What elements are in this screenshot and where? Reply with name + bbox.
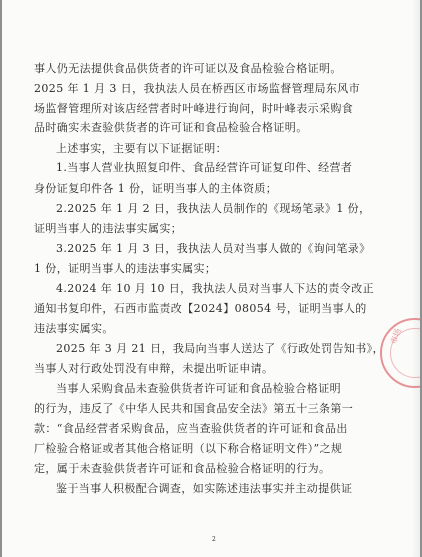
text-line-2: 2025 年 1 月 3 日，我执法人员在桥西区市场监督管理局东风市 <box>34 82 361 95</box>
page-number: 2 <box>212 536 216 543</box>
text-line-10: 3.2025 年 1 月 3 日，我执法人员对当事人做的《询问笔录》 <box>56 242 371 255</box>
text-line-5: 上述事实，主要有以下证据证明： <box>56 142 227 155</box>
text-line-9: 证明当事人的违法事实属实； <box>34 222 183 235</box>
text-line-19: 款：“食品经营者采购食品，应当查验供货者的许可证和食品出 <box>34 422 348 435</box>
text-line-20: 厂检验合格证或者其他合格证明（以下称合格证明文件）”之规 <box>34 442 343 455</box>
text-line-18: 的行为，违反了《中华人民共和国食品安全法》第五十三条第一 <box>34 402 354 415</box>
text-line-13: 通知书复印件，石西市监责改【2024】08054 号，证明当事人的 <box>34 302 367 315</box>
text-line-1: 事人仍无法提供食品供货者的许可证以及食品检验合格证明。 <box>34 62 342 75</box>
text-line-6: 1.当事人营业执照复印件、食品经营许可证复印件、经营者 <box>56 161 353 174</box>
text-line-21: 定，属于未查验供货者许可证和食品检验合格证明的行为。 <box>34 462 331 475</box>
text-line-7: 身份证复印件各 1 份，证明当事人的主体资质； <box>34 182 278 195</box>
text-line-22: 鉴于当事人积极配合调查，如实陈述违法事实并主动提供证 <box>56 482 353 495</box>
text-line-17: 当事人采购食品未查验供货者许可证和食品检验合格证明 <box>56 382 341 395</box>
text-line-16: 当事人对行政处罚没有申辩，未提出听证申请。 <box>34 362 274 375</box>
text-line-14: 违法事实属实。 <box>34 322 114 335</box>
text-line-4: 品时确实未查验供货者的许可证和食品检验合格证明。 <box>34 121 308 134</box>
text-line-15: 2025 年 3 月 21 日，我局向当事人送达了《行政处罚告知书》， <box>56 342 384 355</box>
text-line-12: 4.2024 年 10 月 10 日，我执法人员对当事人下达的责令改正 <box>56 282 374 295</box>
text-line-11: 1 份，证明当事人的违法事实属实； <box>34 262 217 275</box>
text-line-3: 场监督管理所对该店经营者时叶峰进行询问，时叶峰表示采购食 <box>34 102 354 115</box>
seal-text: 市场 <box>388 327 403 346</box>
red-seal-stamp <box>380 318 420 388</box>
text-line-8: 2.2025 年 1 月 2 日，我执法人员制作的《现场笔录》1 份， <box>56 202 371 215</box>
document-page <box>2 0 420 557</box>
page-edge-shadow <box>412 0 420 557</box>
